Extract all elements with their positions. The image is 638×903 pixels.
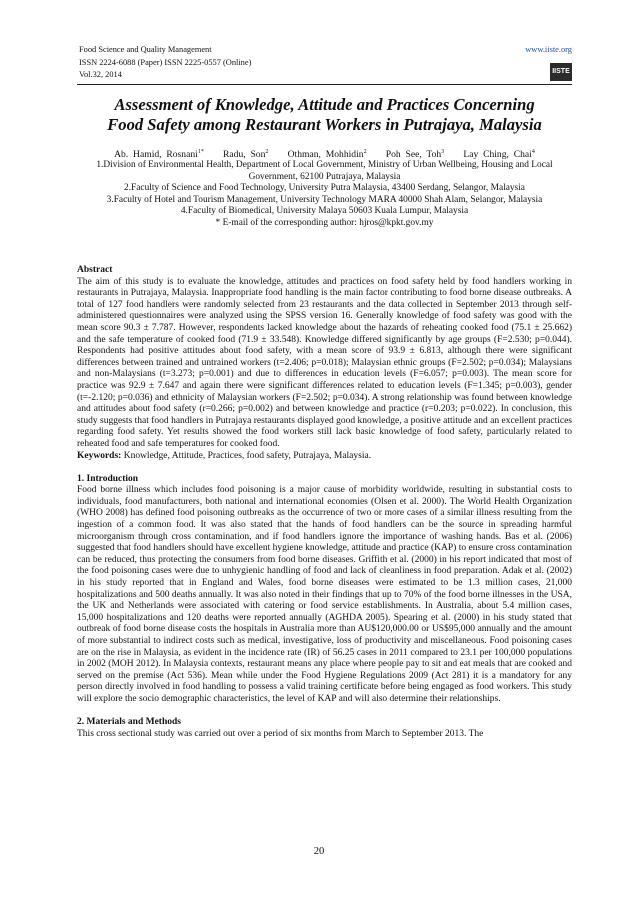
introduction-text: Food borne illness which includes food poisoning is a major cause of morbidity worldwide, resulting in substantial costs to individuals, food manufacturers, both national and international economies (Olsen et al. 2000). The World Health Organization (WHO 2008) has defined food poisoning outbreaks as the occurrence of two or more cases of a similar illness resulting from the ingestion of a common food. It was also stated that the hands of food handlers can be the source in spreading harmful microorganism through cross contamination, and if food handlers ignore the importance of washing hands. Bas et al. (2006) suggested that food handlers should have excellent hygiene knowledge, attitude and practice (KAP) to ensure cross contamination can be reduced, thus protecting the consumers from food borne diseases. Griffith et al. (2000) in his report indicated that most of the food poisoning cases were due to unhygienic handling of food and lack of cleanliness in food preparation. Adak et al. (2002) in his study reported that in England and Wales, food borne diseases were estimated to be 1.3 million cases, 21,000 hospitalizations and 500 deaths annually. It was also noted in their findings that up to 70% of the food borne illnesses in the USA, the UK and Netherlands were associated with catering or food service establishments. In Australia, about 5.4 million cases, 15,000 hospitalizations and 120 deaths were reported annually (AGHDA 2005). Spearing et al. (2000) in his study stated that outbreak of food borne disease costs the hospitals in Australia more than AU$120,000.00 or US$95,000 annually and the amount of more substantial to indirect costs such as medical, investigative, loss of productivity and miscellaneous. Food poisoning cases are on the rise in Malaysia, as evident in the incidence rate (IR) of 56.25 cases in 2011 compared to 23.1 per 100,000 populations in 2002 (MOH 2012). In Malaysia contexts, restaurant means any place where people pay to sit and eat meals that are cooked and served on the premise (Act 536). Mean while under the Food Hygiene Regulations 2009 (Act 281) it is a mandatory for any person directly involved in food handling to possess a valid training certificate before being engaged as food workers. This study will explore the socio demographic characteristics, the level of KAP and will also determine their relationships. [77,485,572,704]
journal-volume: Vol.32, 2014 [79,70,122,80]
abstract-text: The aim of this study is to evaluate the knowledge, attitudes and practices on food safety held by food handlers working in restaurants in Putrajaya, Malaysia. Inappropriate food handling is the main factor contributing to food borne disease outbreaks. A total of 127 food handlers were randomly selected from 23 restaurants and the data collected in September 2013 through self-administered questionnaires were analyzed using the SPSS version 16. Generally knowledge of food safety was good with the mean score 90.3 ± 7.787. However, respondents lacked knowledge about the hazards of reheating cooked food (75.1 ± 25.662) and the safe temperature of cooked food (71.9 ± 33.548). Knowledge differed significantly by age groups (F=2.530; p=0.044). Respondents had positive attitudes about food safety, with a mean score of 93.9 ± 6.813, although there were significant differences between trained and untrained workers (t=2.406; p=0.018); Malaysian ethnic groups (F=2.502; p=0.034); Malaysians and non-Malaysians (t=3.273; p=0.001) and due to differences in education levels (F=6.057; p=0.003). The mean score for practice was 92.9 ± 7.647 and again there were significant differences related to education levels (F=1.345; p=0.003), gender (t=-2.120; p=0.036) and ethnicity of Malaysian workers (F=2.502; p=0.034). A strong relationship was found between knowledge and attitudes about food safety (r=0.266; p=0.002) and between knowledge and practice (r=0.203; p=0.022). In conclusion, this study suggests that food handlers in Putrajaya restaurants displayed good knowledge, a positive attitude and an excellent practices regarding food safety. Yet results showed the food workers still lack basic knowledge of food safety, particularly related to reheated food and safe temperatures for cooked food. [77,276,572,449]
paper-body [77,265,572,740]
author: Othman, Mohhidin$^2$ [287,149,367,160]
introduction-heading: 1. Introduction [77,473,139,484]
title-line-1: Assessment of Knowledge, Attitude and Practices Concerning [114,95,535,114]
affiliations [77,160,572,230]
keywords [77,451,572,463]
author: Ab. Hamid, Rosnani$^{1*}$ [114,149,204,160]
title-line-2: Food Safety among Restaurant Workers in Putrajaya, Malaysia [107,115,542,134]
iiste-logo: IISTE [550,63,572,81]
page-number: 20 [313,846,325,857]
header-divider [77,84,572,85]
keywords-text: Knowledge, Attitude, Practices, food safety, Putrajaya, Malaysia. [123,450,372,461]
journal-name: Food Science and Quality Management [79,45,212,54]
corresponding-email: * E-mail of the corresponding author: hjros@kpkt.gov.my [215,217,434,228]
keywords-label: Keywords: [77,450,122,461]
author: Lay Ching, Chai$^4$ [463,149,535,160]
affiliation-4: 4.Faculty of Biomedical, University Malaya 50603 Kuala Lumpur, Malaysia [180,206,469,217]
journal-url-link[interactable]: www.iiste.org [525,45,572,54]
affiliation-3: 3.Faculty of Hotel and Tourism Management, University Technology MARA 40000 Shah Alam, Selangor, Malaysia [106,194,543,205]
methods-text: This cross sectional study was carried out over a period of six months from March to September 2013. The [77,728,484,739]
author: Poh See, Toh$^3$ [385,149,445,160]
journal-header [79,44,572,82]
methods-heading: 2. Materials and Methods [77,717,181,728]
paper-title [77,95,572,135]
affiliation-2: 2.Faculty of Science and Food Technology, University Putra Malaysia, 43400 Serdang, Selangor, Malaysia [124,183,525,194]
abstract-heading: Abstract [77,265,113,275]
author: Radu, Son$^2$ [223,149,269,160]
affiliation-1: 1.Division of Environmental Health, Department of Local Government, Ministry of Urban Wellbeing, Housing and Local Government, 62100 Putrajaya, Malaysia [96,160,553,182]
author-list [77,146,572,161]
journal-issn: ISSN 2224-6088 (Paper) ISSN 2225-0557 (Online) [79,57,252,67]
